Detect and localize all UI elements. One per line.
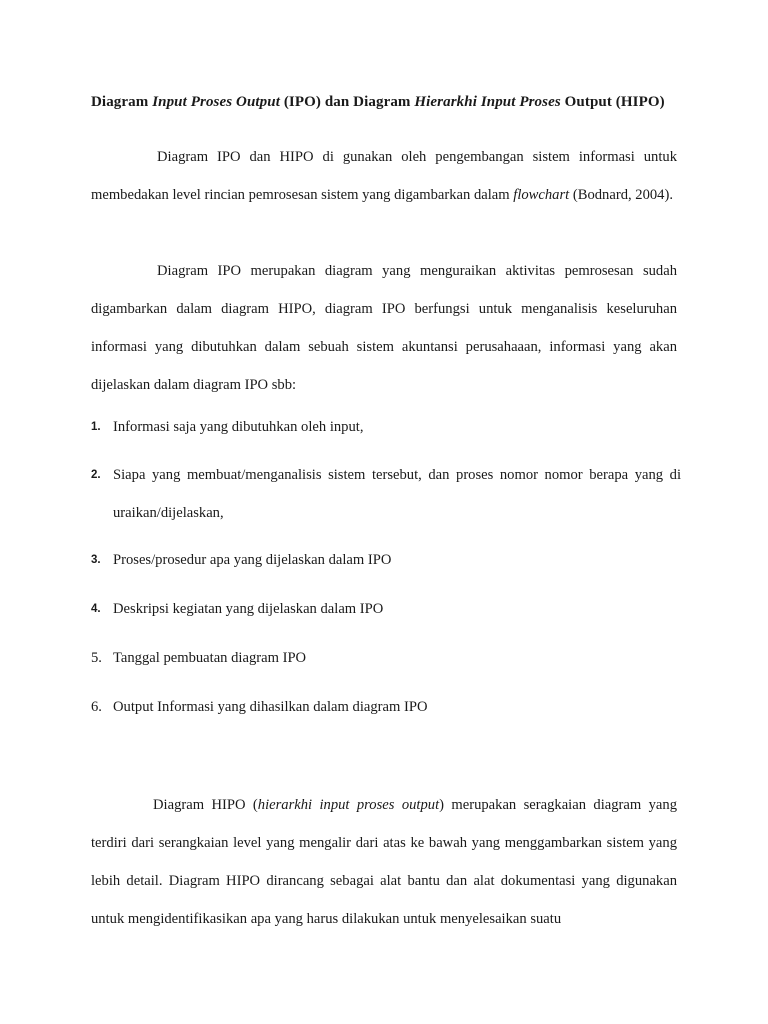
list-item-text: Siapa yang membuat/menganalisis sistem tersebut, dan proses nomor nomor berapa yang di uraikan/dijelaskan, — [113, 467, 681, 521]
paragraph-text: Diagram IPO dan HIPO di gunakan oleh pengembangan sistem informasi untuk membedakan level rincian pemrosesan sistem yang digambarkan dalam — [91, 149, 677, 203]
paragraph-text: Diagram IPO merupakan diagram yang menguraikan aktivitas pemrosesan sudah digambarkan dalam diagram HIPO, diagram IPO berfungsi untuk menganalisis keseluruhan informasi yang dibutuhkan dalam sebuah sistem akuntansi perusahaaan, informasi yang akan dijelaskan dalam diagram IPO sbb: — [91, 263, 677, 393]
list-item-text: Informasi saja yang dibutuhkan oleh input, — [113, 419, 364, 435]
paragraph-ipo-definition — [91, 252, 677, 404]
list-item-text: Output Informasi yang dihasilkan dalam diagram IPO — [113, 699, 428, 715]
paragraph-ipo-hipo-intro — [91, 138, 677, 214]
list-item — [91, 541, 681, 579]
list-item — [91, 590, 681, 628]
list-item-number: 1. — [91, 421, 101, 433]
title-italic-part: Hierarkhi Input Proses — [414, 94, 561, 110]
list-item — [91, 639, 681, 677]
list-item-number: 6. — [91, 699, 102, 715]
document-title — [91, 94, 665, 111]
paragraph-text: (Bodnard, 2004). — [569, 187, 673, 203]
title-part: Diagram — [91, 94, 153, 110]
list-item — [91, 688, 681, 726]
title-part: (IPO) dan Diagram — [279, 94, 415, 110]
list-item-text: Tanggal pembuatan diagram IPO — [113, 650, 307, 666]
list-item — [91, 456, 681, 532]
paragraph-italic-term: flowchart — [513, 187, 570, 203]
list-item-number: 3. — [91, 554, 101, 566]
list-item-number: 4. — [91, 603, 101, 615]
paragraph-hipo-definition — [91, 786, 677, 938]
paragraph-text: Diagram HIPO ( — [153, 797, 258, 813]
paragraph-text: ) merupakan seragkaian diagram yang terdiri dari serangkaian level yang mengalir dari atas ke bawah yang menggambarkan sistem yang lebih detail. Diagram HIPO dirancang sebagai alat bantu dan alat dokumentasi yang digunakan untuk mengidentifikasikan apa yang harus dilakukan untuk menyelesaikan suatu — [91, 797, 677, 927]
list-item-text: Deskripsi kegiatan yang dijelaskan dalam IPO — [113, 601, 384, 617]
list-item-text: Proses/prosedur apa yang dijelaskan dalam IPO — [113, 552, 392, 568]
list-item-number: 5. — [91, 650, 102, 666]
list-item — [91, 408, 681, 446]
list-item-number: 2. — [91, 469, 101, 481]
paragraph-italic-term: hierarkhi input proses output — [257, 797, 440, 813]
title-part: Output (HIPO) — [560, 94, 665, 110]
title-italic-part: Input Proses Output — [152, 94, 280, 110]
